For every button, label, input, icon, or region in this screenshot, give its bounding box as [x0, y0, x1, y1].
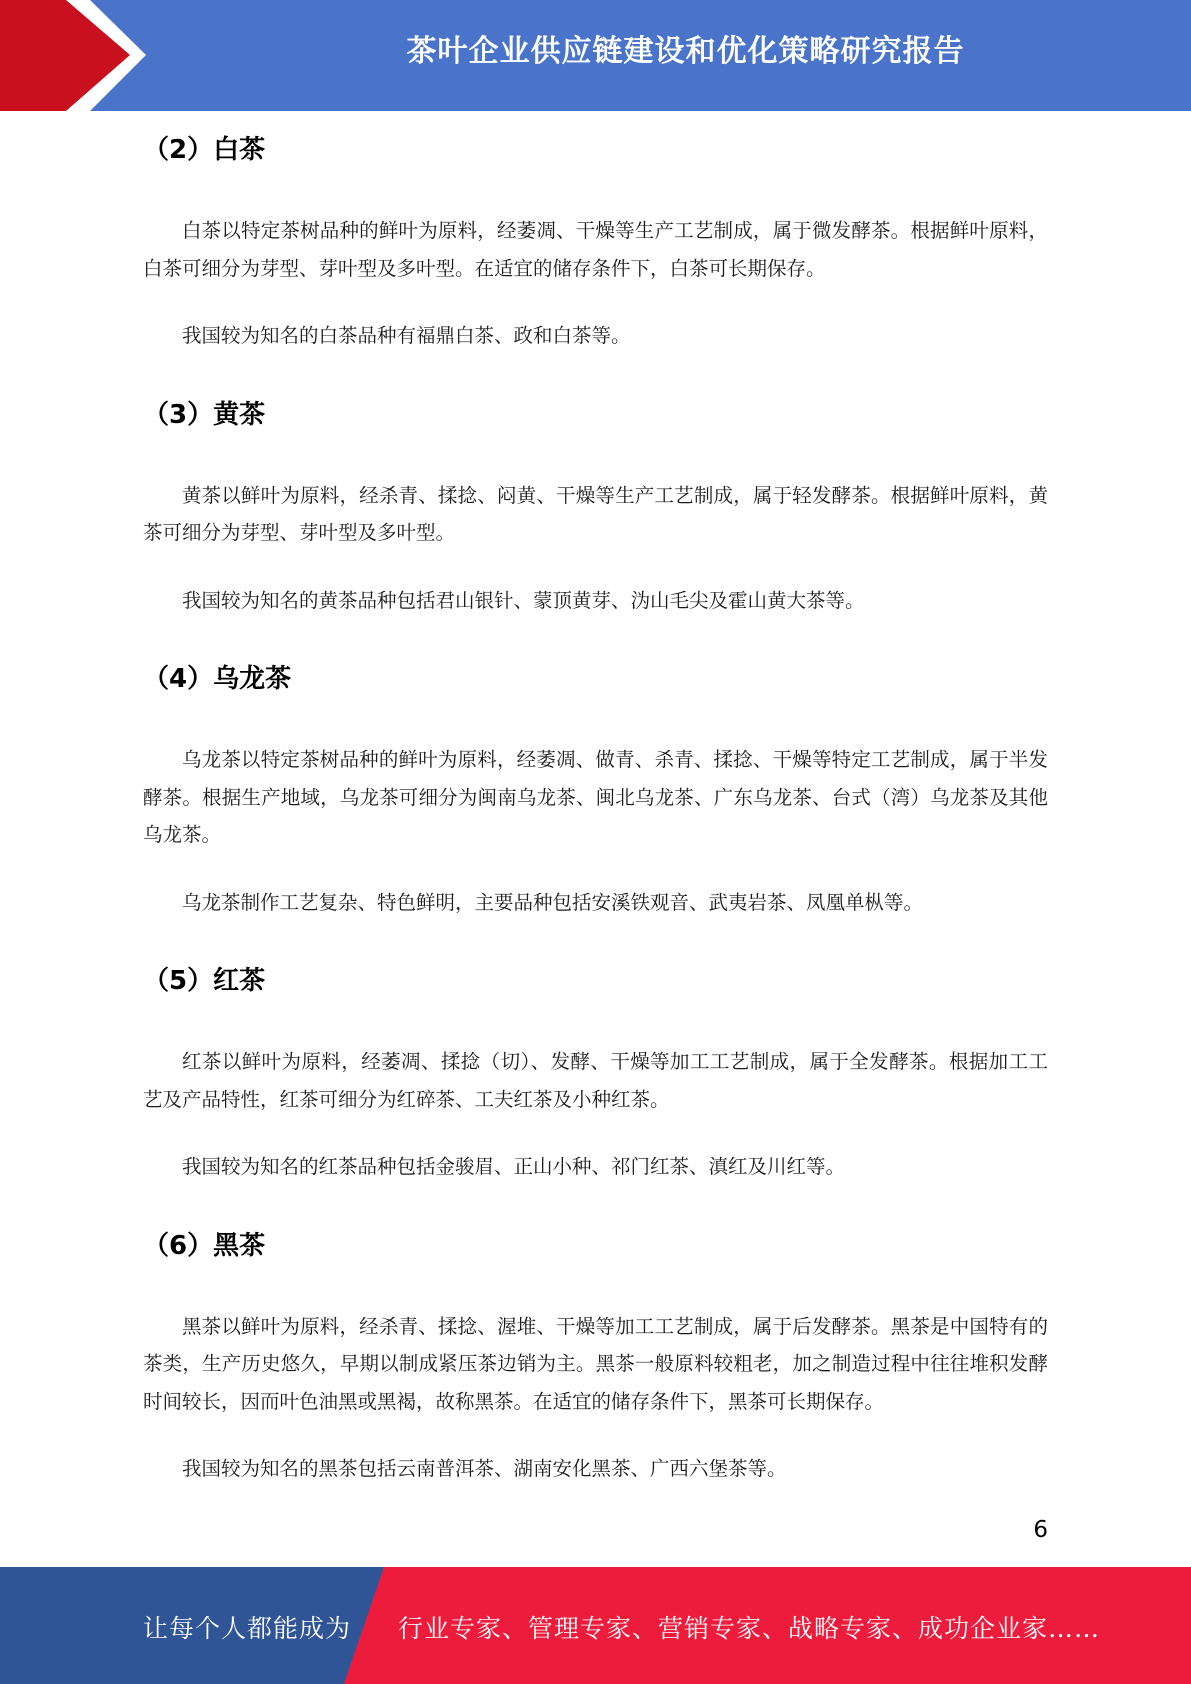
paragraph: 黄茶以鲜叶为原料，经杀青、揉捻、闷黄、干燥等生产工艺制成，属于轻发酵茶。根据鲜叶原料，黄茶可细分为芽型、芽叶型及多叶型。	[143, 483, 1048, 544]
section-heading: （4）乌龙茶	[143, 664, 292, 694]
section-heading: （6）黑茶	[143, 1230, 266, 1261]
section-black-tea	[143, 957, 1048, 1186]
paragraph: 黑茶以鲜叶为原料，经杀青、揉捻、渥堆、干燥等加工工艺制成，属于后发酵茶。黑茶是中国特有的茶类，生产历史悠久，早期以制成紧压茶边销为主。黑茶一般原料较粗老，加之制造过程中往往堆积发酵时间较长，因而叶色油黑或黑褐，故称黑茶。在适宜的储存条件下，黑茶可长期保存。	[143, 1314, 1048, 1413]
section-heading: （5）红茶	[143, 966, 266, 996]
document-body	[143, 126, 1048, 1524]
section-dark-tea	[143, 1222, 1048, 1488]
section-heading: （3）黄茶	[143, 399, 266, 430]
report-title: 茶叶企业供应链建设和优化策略研究报告	[406, 34, 965, 69]
section-yellow-tea	[143, 391, 1048, 620]
page-header	[0, 0, 1191, 111]
paragraph: 我国较为知名的白茶品种有福鼎白茶、政和白茶等。	[182, 324, 631, 347]
paragraph: 乌龙茶以特定茶树品种的鲜叶为原料，经萎凋、做青、杀青、揉捻、干燥等特定工艺制成，属于半发酵茶。根据生产地域，乌龙茶可细分为闽南乌龙茶、闽北乌龙茶、广东乌龙茶、台式（湾）乌龙茶及其他乌龙茶。	[143, 748, 1048, 846]
page-footer	[0, 1567, 1191, 1684]
paragraph: 红茶以鲜叶为原料，经萎凋、揉捻（切）、发酵、干燥等加工工艺制成，属于全发酵茶。根据加工工艺及产品特性，红茶可细分为红碎茶、工夫红茶及小种红茶。	[143, 1050, 1048, 1111]
footer-slogan-right: 行业专家、管理专家、营销专家、战略专家、成功企业家……	[398, 1614, 1101, 1643]
footer-slogan-left: 让每个人都能成为	[143, 1614, 352, 1643]
section-white-tea	[143, 126, 1048, 355]
section-heading: （2）白茶	[143, 135, 266, 165]
paragraph: 我国较为知名的黑茶包括云南普洱茶、湖南安化黑茶、广西六堡茶等。	[182, 1457, 787, 1480]
page-number: 6	[1033, 1517, 1048, 1543]
paragraph: 乌龙茶制作工艺复杂、特色鲜明，主要品种包括安溪铁观音、武夷岩茶、凤凰单枞等。	[182, 890, 924, 914]
paragraph: 我国较为知名的红茶品种包括金骏眉、正山小种、祁门红茶、滇红及川红等。	[182, 1155, 846, 1178]
section-oolong-tea	[143, 655, 1048, 921]
paragraph: 我国较为知名的黄茶品种包括君山银针、蒙顶黄芽、沩山毛尖及霍山黄大茶等。	[182, 588, 865, 612]
paragraph: 白茶以特定茶树品种的鲜叶为原料，经萎凋、干燥等生产工艺制成，属于微发酵茶。根据鲜叶原料，白茶可细分为芽型、芽叶型及多叶型。在适宜的储存条件下，白茶可长期保存。	[143, 219, 1048, 280]
